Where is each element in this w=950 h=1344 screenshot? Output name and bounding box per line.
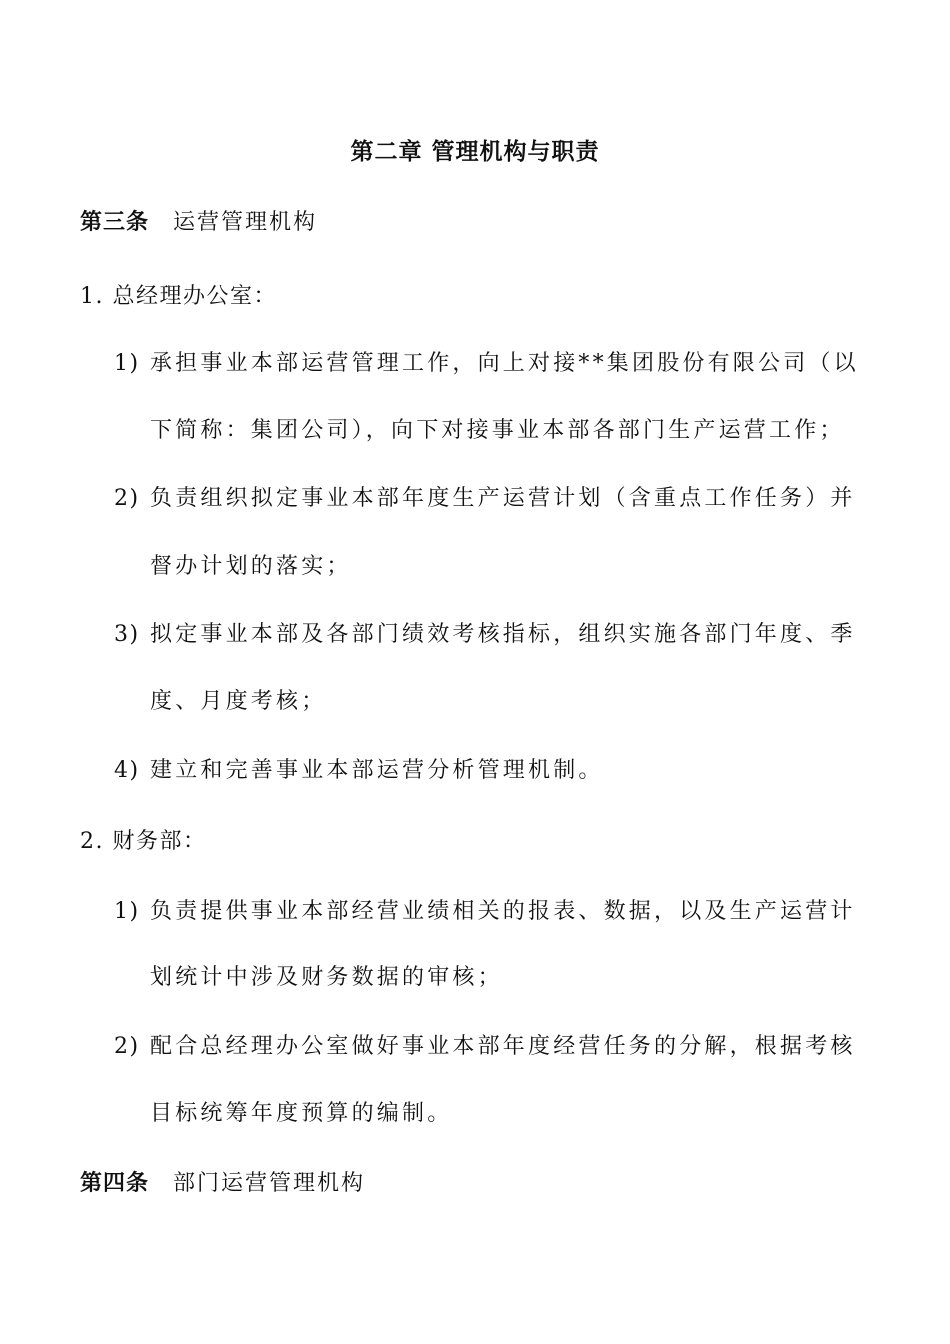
list-item-number: 1): [114, 351, 140, 376]
list-item-continuation: 下简称：集团公司），向下对接事业本部各部门生产运营工作；: [150, 418, 845, 443]
list-item-text: 配合总经理办公室做好事业本部年度经营任务的分解，根据考核: [150, 1034, 856, 1059]
article-4-label: 第四条: [80, 1170, 150, 1196]
article-3-label: 第三条: [80, 209, 150, 235]
section-2-heading: [80, 827, 207, 857]
chapter-title: 第二章 管理机构与职责: [350, 138, 600, 165]
article-4-title: 部门运营管理机构: [173, 1171, 366, 1196]
section-1-number: 1.: [80, 284, 104, 309]
list-item-number: 2): [114, 486, 140, 511]
section-1-title: 总经理办公室：: [112, 284, 278, 309]
list-item-continuation: 督办计划的落实；: [150, 554, 352, 579]
list-item-text: 负责提供事业本部经营业绩相关的报表、数据，以及生产运营计: [150, 899, 856, 924]
article-4-heading: [80, 1168, 365, 1199]
list-item-continuation: 度、月度考核；: [150, 689, 327, 714]
article-3-heading: [80, 207, 317, 238]
list-item-text: 拟定事业本部及各部门绩效考核指标，组织实施各部门年度、季: [150, 622, 856, 647]
list-item: [114, 1032, 856, 1062]
list-item-number: 3): [114, 622, 140, 647]
article-3-title: 运营管理机构: [173, 210, 318, 235]
section-2-title: 财务部：: [112, 829, 207, 854]
list-item-text: 负责组织拟定事业本部年度生产运营计划（含重点工作任务）并: [150, 486, 856, 511]
list-item-number: 2): [114, 1034, 140, 1059]
section-2-number: 2.: [80, 829, 104, 854]
list-item-text: 建立和完善事业本部运营分析管理机制。: [150, 758, 604, 783]
list-item: [114, 756, 604, 786]
list-item: [114, 349, 859, 379]
list-item-continuation: 划统计中涉及财务数据的审核；: [150, 965, 503, 990]
list-item-number: 1): [114, 899, 140, 924]
section-1-heading: [80, 282, 277, 312]
list-item-number: 4): [114, 758, 140, 783]
list-item: [114, 620, 856, 650]
list-item-text: 承担事业本部运营管理工作，向上对接**集团股份有限公司（以: [150, 351, 859, 376]
list-item-continuation: 目标统筹年度预算的编制。: [150, 1101, 453, 1126]
list-item: [114, 484, 856, 514]
list-item: [114, 897, 856, 927]
